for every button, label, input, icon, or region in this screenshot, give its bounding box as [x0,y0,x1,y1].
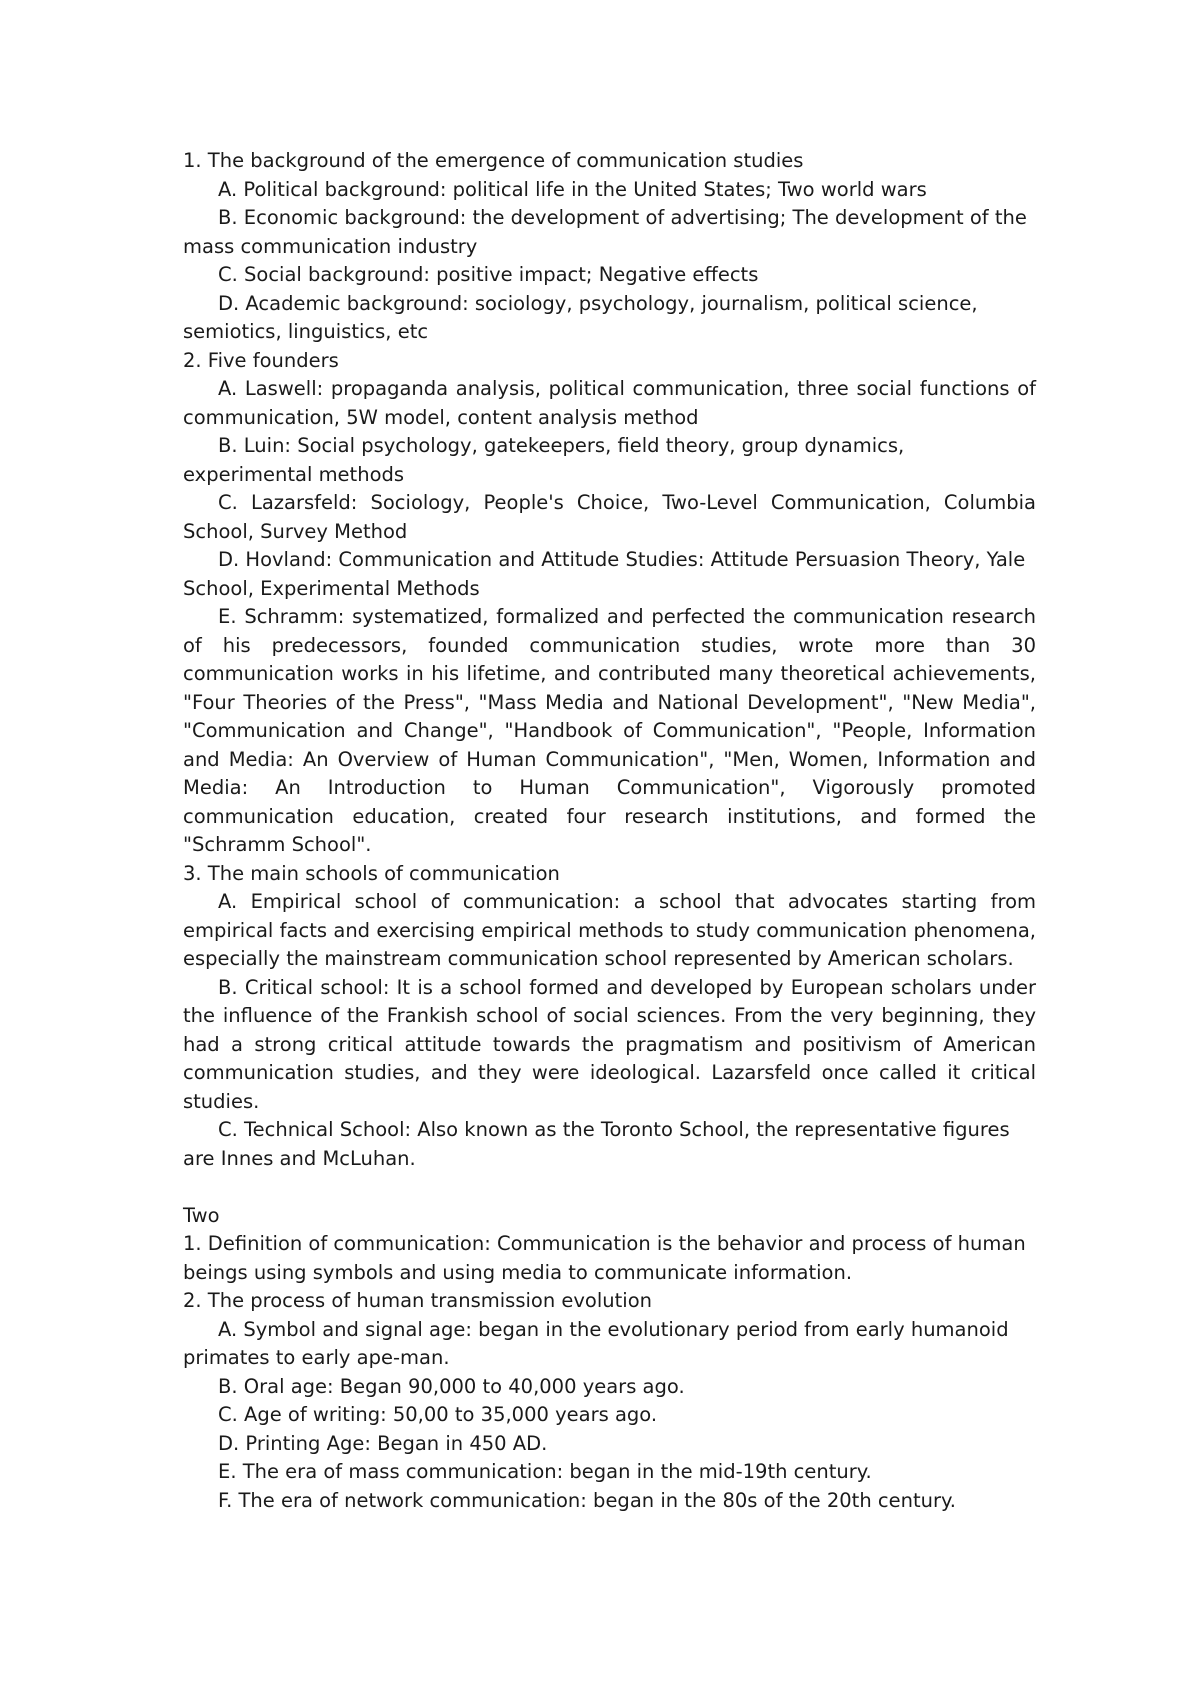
document-page [183,147,1036,1515]
heading-five-founders: 2. Five founders [183,348,339,372]
item-empirical-school: A. Empirical school of communication: a school that advocates starting from empirical facts and exercising empirical methods to study communication phenomena, especially the mainstream communication school represented by American scholars. [183,890,1036,970]
item-luin: B. Luin: Social psychology, gatekeepers, field theory, group dynamics, experimental methods [183,434,905,486]
section-two-title: Two [183,1203,220,1227]
item-printing-age: D. Printing Age: Began in 450 AD. [218,1431,548,1455]
item-schramm: E. Schramm: systematized, formalized and perfected the communication research of his predecessors, founded communication studies, wrote more than 30 communication works in his lifetime, and contributed many theoretical achievements, "Four Theories of the Press", "Mass Media and National Development", "New Media", "Communication and Change", "Handbook of Communication", "People, Information and Media: An Overview of Human Communication", "Men, Women, Information and Media: An Introduction to Human Communication", Vigorously promoted communication education, created four research institutions, and formed the "Schramm School". [183,605,1036,856]
heading-main-schools: 3. The main schools of communication [183,861,560,885]
item-critical-school: B. Critical school: It is a school formed and developed by European scholars under the influence of the Frankish school of social sciences. From the very beginning, they had a strong critical attitude towards the pragmatism and positivism of American communication studies, and they were ideological. Lazarsfeld once called it critical studies. [183,975,1036,1113]
item-mass-communication-era: E. The era of mass communication: began in the mid-19th century. [218,1460,872,1483]
definition-of-communication: 1. Definition of communication: Communication is the behavior and process of human beings using symbols and using media to communicate information. [183,1232,1026,1284]
heading-transmission-evolution: 2. The process of human transmission evolution [183,1289,652,1312]
heading-background: 1. The background of the emergence of communication studies [183,149,804,172]
item-lazarsfeld: C. Lazarsfeld: Sociology, People's Choice, Two-Level Communication, Columbia School, Survey Method [183,491,1036,543]
item-age-of-writing: C. Age of writing: 50,00 to 35,000 years ago. [218,1403,658,1426]
item-academic-background: D. Academic background: sociology, psychology, journalism, political science, semiotics, linguistics, etc [183,291,978,343]
item-hovland: D. Hovland: Communication and Attitude Studies: Attitude Persuasion Theory, Yale School, Experimental Methods [183,548,1026,600]
item-laswell: A. Laswell: propaganda analysis, political communication, three social functions of communication, 5W model, content analysis method [183,377,1036,429]
item-network-communication-era: F. The era of network communication: began in the 80s of the 20th century. [218,1488,956,1512]
item-oral-age: B. Oral age: Began 90,000 to 40,000 years ago. [218,1374,685,1398]
blank-line [183,1173,1036,1202]
item-social-background: C. Social background: positive impact; Negative effects [218,263,759,286]
item-economic-background: B. Economic background: the development of advertising; The development of the mass communication industry [183,206,1027,258]
item-technical-school: C. Technical School: Also known as the Toronto School, the representative figures are Innes and McLuhan. [183,1118,1010,1170]
item-political-background: A. Political background: political life in the United States; Two world wars [218,177,927,201]
item-symbol-signal-age: A. Symbol and signal age: began in the evolutionary period from early humanoid primates to early ape-man. [183,1317,1009,1369]
